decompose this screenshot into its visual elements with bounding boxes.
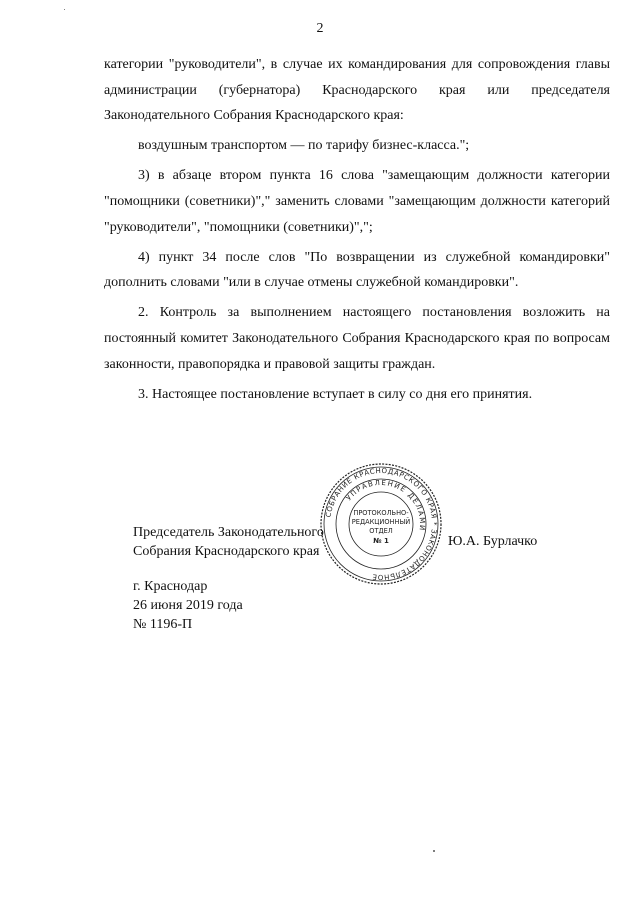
document-footer — [133, 577, 243, 634]
paragraph-control: 2. Контроль за выполнением настоящего постановления возложить на постоянный комитет Законодательного Собрания Краснодарского края по вопросам законности, правопорядка и правовой защиты граждан. — [104, 305, 610, 372]
seal-center-line3: ОТДЕЛ — [369, 527, 393, 535]
paragraph-item-4: 4) пункт 34 после слов "По возвращении из служебной командировки" дополнить словами "или в случае отмены служебной командировки". — [104, 249, 610, 291]
seal-center-line1: ПРОТОКОЛЬНО- — [353, 509, 409, 517]
footer-date: 26 июня 2019 года — [133, 598, 243, 613]
paragraph-item-3: 3) в абзаце втором пункта 16 слова "замещающим должности категории "помощники (советники)"," заменить словами "замещающим должности категорий "руководители", "помощники (советники)","; — [104, 168, 610, 235]
footer-city: г. Краснодар — [133, 579, 208, 594]
seal-center-line4: № 1 — [373, 537, 389, 545]
signatory-title-line1: Председатель Законодательного — [133, 525, 324, 540]
paragraph-air-transport: воздушным транспортом — по тарифу бизнес-класса."; — [138, 138, 470, 154]
signature-block — [133, 523, 324, 561]
page-number: 2 — [316, 21, 324, 36]
seal-center-line2: РЕДАКЦИОННЫЙ — [351, 518, 411, 526]
signatory-name: Ю.А. Бурлачко — [448, 534, 538, 549]
scan-speck — [433, 850, 435, 852]
signatory-title-line2: Собрания Краснодарского края — [133, 544, 320, 559]
document-body — [104, 52, 610, 412]
paragraph-effective: 3. Настоящее постановление вступает в силу со дня его принятия. — [138, 386, 533, 402]
seal-outer-text: СОБРАНИЕ КРАСНОДАРСКОГО КРАЯ * ЗАКОНОДАТЕЛЬНОЕ — [324, 466, 439, 582]
paragraph-continuation: категории "руководители", в случае их командирования для сопровождения главы администрации (губернатора) Краснодарского края или председателя Законодательного Собрания Краснодарского края: — [104, 57, 610, 124]
scan-speck — [64, 9, 65, 10]
seal-inner-text: УПРАВЛЕНИЕ ДЕЛАМИ — [344, 478, 427, 533]
official-seal — [319, 462, 443, 586]
footer-number: № 1196-П — [133, 617, 193, 632]
